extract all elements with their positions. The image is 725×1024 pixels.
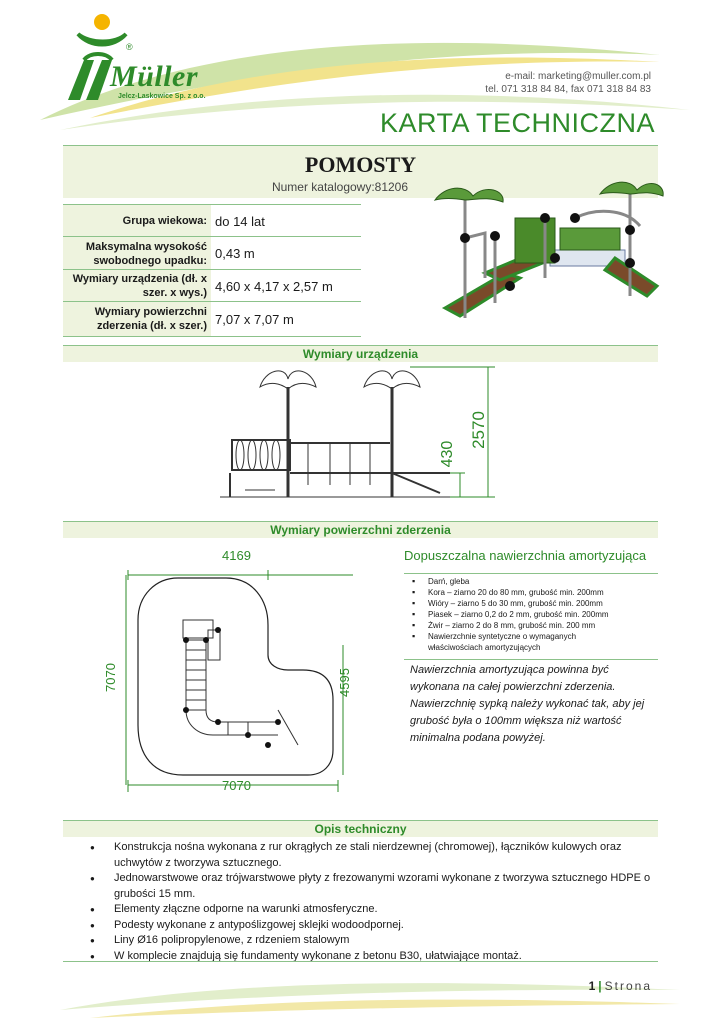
list-item: ● Liny Ø16 polipropylenowe, z rdzeniem stalowym [90, 933, 670, 949]
page-footer [589, 979, 652, 993]
description-list [90, 840, 670, 964]
list-item: ▪ Wióry – ziarno 5 do 30 mm, grubość min. 200mm [404, 598, 656, 609]
brand-name: Müller [110, 60, 199, 93]
contact-email[interactable]: e-mail: marketing@muller.com.pl [505, 71, 651, 82]
dimension-height-left: 7070 [102, 663, 118, 692]
document-title: KARTA TECHNICZNA [379, 108, 655, 138]
param-row-fall-height [63, 236, 361, 270]
param-value: 4,60 x 4,17 x 2,57 m [215, 278, 333, 294]
list-item: ▪ Nawierzchnie syntetyczne o wymaganych właściwościach amortyzujących [404, 631, 598, 653]
product-name: POMOSTY [304, 152, 417, 177]
list-item: ● Podesty wykonane z antypoślizgowej sklejki wodoodpornej. [90, 918, 670, 934]
list-item: ● Elementy złączne odporne na warunki atmosferyczne. [90, 902, 670, 918]
dimension-width-top: 4169 [222, 548, 251, 563]
catalog-number: Numer katalogowy:81206 [271, 180, 409, 194]
list-item: ● Konstrukcja nośna wykonana z rur okrągłych ze stali nierdzewnej (chromowej), łączników kulowych oraz uchwytów z tworzywa sztucznego. [90, 840, 670, 871]
surfacing-note: Nawierzchnia amortyzująca powinna być wykonana na całej powierzchni zderzenia. Nawierzchnię sypką należy wykonać tak, aby jej grubość była o 100mm większa niż wartość minimalna podana powyżej. [410, 664, 645, 744]
param-label: Wymiary powierzchni zderzenia (dł. x szer.) [63, 302, 211, 336]
svg-text:®: ® [126, 42, 133, 52]
dimension-width-bottom: 7070 [222, 778, 251, 793]
param-label: Maksymalna wysokość swobodnego upadku: [63, 237, 211, 270]
product-render [425, 178, 665, 328]
param-value: 0,43 m [215, 246, 255, 261]
param-label: Grupa wiekowa: [63, 205, 211, 237]
side-view-drawing [220, 365, 500, 505]
contact-phone: tel. 071 318 84 84, fax 071 318 84 83 [485, 84, 651, 95]
param-row-age [63, 204, 361, 237]
contact-info [485, 70, 651, 96]
list-item: ▪ Darń, gleba [404, 576, 656, 587]
param-value: 7,07 x 7,07 m [215, 311, 294, 327]
page-word: Strona [604, 979, 652, 993]
param-row-dimensions [63, 269, 361, 302]
dimension-height-platform: 430 [439, 440, 456, 468]
section-impact-area: Wymiary powierzchni zderzenia [63, 521, 658, 538]
param-row-impact-area [63, 301, 361, 337]
list-item: ● Jednowarstwowe oraz trójwarstwowe płyty z frezowanymi wzorami wykonane z tworzywa sztucznego HDPE o grubości 15 mm. [90, 871, 670, 902]
description-bottom-divider [63, 961, 658, 962]
param-label: Wymiary urządzenia (dł. x szer. x wys.) [63, 270, 211, 302]
page-number: 1 [588, 979, 596, 993]
section-technical-description: Opis techniczny [63, 820, 658, 837]
dimension-height-right: 4595 [336, 668, 352, 697]
surfacing-title: Dopuszczalna nawierzchnia amortyzująca [404, 548, 647, 563]
list-item: ▪ Piasek – ziarno 0,2 do 2 mm, grubość min. 200mm [404, 609, 656, 620]
brand-subtitle: Jelcz-Laskowice Sp. z o.o. [118, 93, 206, 100]
list-item: ● W komplecie znajdują się fundamenty wykonane z betonu B30, ułatwiające montaż. [90, 949, 670, 965]
surfacing-note-divider [404, 659, 658, 660]
param-value: do 14 lat [215, 213, 265, 229]
surfacing-list [404, 576, 656, 653]
surfacing-divider [404, 573, 658, 574]
list-item: ▪ Żwir – ziarno 2 do 8 mm, grubość min. 200 mm [404, 620, 656, 631]
plan-view-drawing [118, 560, 358, 800]
footer-separator: | [598, 979, 602, 993]
dimension-height-total: 2570 [469, 411, 488, 449]
list-item: ▪ Kora – ziarno 20 do 80 mm, grubość min. 200mm [404, 587, 656, 598]
section-device-dimensions: Wymiary urządzenia [63, 345, 658, 362]
